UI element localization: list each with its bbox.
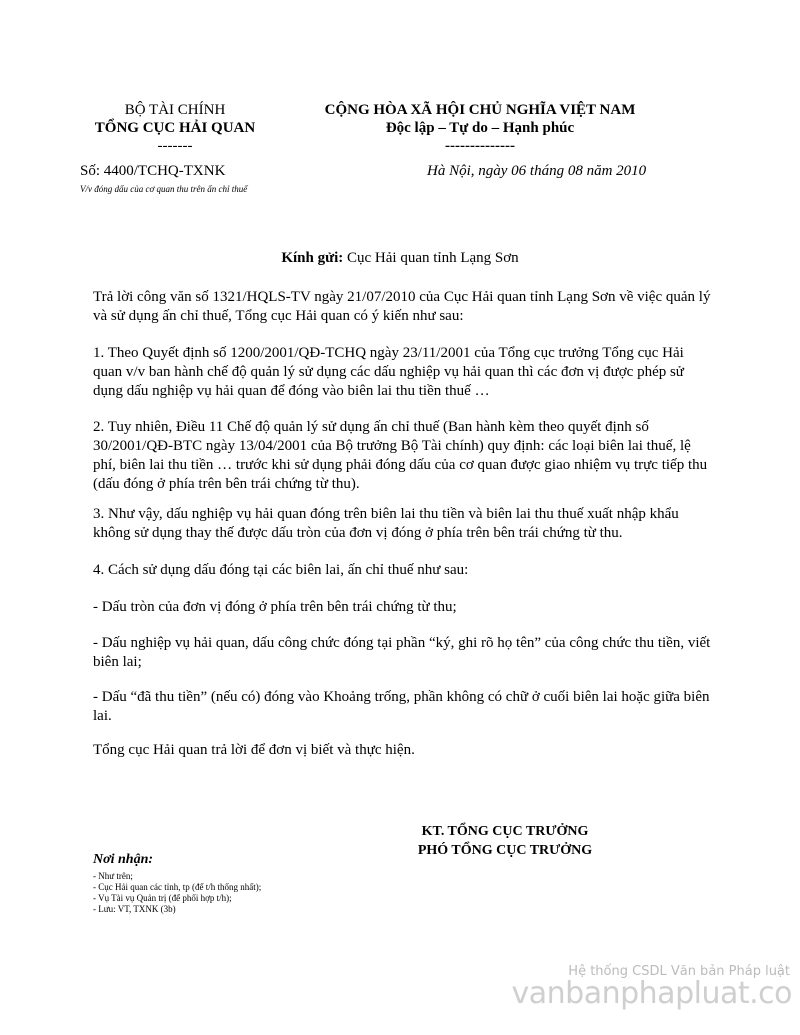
- bullet-1: [93, 598, 713, 617]
- paragraph-text: Tổng cục Hải quan trả lời để đơn vị biết và thực hiện.: [93, 742, 415, 758]
- document-subject: V/v đóng dấu của cơ quan thu trên ấn chỉ thuế: [80, 184, 248, 194]
- recipient-item: - Lưu: VT, TXNK (3b): [93, 904, 176, 914]
- right-divider: --------------: [445, 138, 515, 154]
- recipient-label: Kính gửi:: [281, 250, 344, 266]
- signature-block: [380, 822, 630, 860]
- bullet-3: [93, 688, 713, 726]
- paragraph-text: - Dấu tròn của đơn vị đóng ở phía trên bên trái chứng từ thu;: [93, 599, 457, 615]
- ministry-name: BỘ TÀI CHÍNH: [124, 102, 226, 118]
- paragraph-2: [93, 418, 713, 494]
- department-name: TỔNG CỤC HẢI QUAN: [94, 120, 256, 136]
- country-name: CỘNG HÒA XÃ HỘI CHỦ NGHĨA VIỆT NAM: [324, 102, 636, 118]
- recipient-name: Cục Hải quan tỉnh Lạng Sơn: [347, 250, 519, 266]
- recipient-item: - Như trên;: [93, 871, 133, 881]
- paragraph-text: - Dấu “đã thu tiền” (nếu có) đóng vào Khoảng trống, phần không có chữ ở cuối biên lai hoặc giữa biên lai.: [93, 689, 710, 724]
- recipient-item: - Vụ Tài vụ Quản trị (để phối hợp t/h);: [93, 893, 232, 903]
- national-motto: Độc lập – Tự do – Hạnh phúc: [385, 120, 575, 136]
- paragraph-text: 2. Tuy nhiên, Điều 11 Chế độ quản lý sử dụng ấn chỉ thuế (Ban hành kèm theo quyết định số 30/2001/QĐ-BTC ngày 13/04/2001 của Bộ trưởng Bộ Tài chính) quy định: các loại biên lai thuế, lệ phí, biên lai thu tiền … trước khi sử dụng phải đóng dấu của cơ quan được giao nhiệm vụ trực tiếp thu (dấu đóng ở phía trên bên trái chứng từ thu).: [93, 419, 708, 492]
- paragraph-text: 1. Theo Quyết định số 1200/2001/QĐ-TCHQ ngày 23/11/2001 của Tổng cục trưởng Tổng cục Hải quan v/v ban hành chế độ quản lý sử dụng các dấu nghiệp vụ hải quan thì các đơn vị được phép sử dụng dấu nghiệp vụ hải quan để đóng vào biên lai thu tiền thuế …: [93, 345, 684, 399]
- national-title-block: [305, 101, 655, 155]
- paragraph-3: [93, 505, 713, 543]
- signature-title: KT. TỔNG CỤC TRƯỞNG: [421, 824, 589, 839]
- paragraph-4: [93, 561, 713, 580]
- document-number: Số: 4400/TCHQ-TXNK: [80, 163, 226, 179]
- paragraph-intro: [93, 288, 713, 326]
- watermark-site: vanbanphapluat.co: [511, 976, 792, 1011]
- recipient-item: - Cục Hải quan các tỉnh, tp (để t/h thống nhất);: [93, 882, 262, 892]
- recipients-list: [93, 871, 261, 915]
- paragraph-text: Trả lời công văn số 1321/HQLS-TV ngày 21/07/2010 của Cục Hải quan tỉnh Lạng Sơn về việc quản lý và sử dụng ấn chỉ thuế, Tổng cục Hải quan có ý kiến như sau:: [93, 289, 711, 324]
- recipients-label: Nơi nhận:: [93, 852, 154, 867]
- paragraph-text: 4. Cách sử dụng dấu đóng tại các biên lai, ấn chỉ thuế như sau:: [93, 562, 469, 578]
- place-date: Hà Nội, ngày 06 tháng 08 năm 2010: [427, 163, 647, 179]
- signature-subtitle: PHÓ TỔNG CỤC TRƯỞNG: [417, 843, 593, 858]
- watermark-caption: Hệ thống CSDL Văn bản Pháp luật: [568, 964, 790, 979]
- issuing-agency-block: [80, 101, 270, 155]
- closing-paragraph: [93, 741, 713, 760]
- left-divider: -------: [157, 138, 193, 154]
- paragraph-1: [93, 344, 713, 401]
- recipient-line: [0, 250, 800, 267]
- paragraph-text: 3. Như vậy, dấu nghiệp vụ hải quan đóng trên biên lai thu tiền và biên lai thu thuế xuất nhập khẩu không sử dụng thay thế được dấu tròn của đơn vị đóng ở phía trên bên trái chứng từ thu.: [93, 506, 679, 541]
- bullet-2: [93, 634, 713, 672]
- paragraph-text: - Dấu nghiệp vụ hải quan, dấu công chức đóng tại phần “ký, ghi rõ họ tên” của công chức thu tiền, viết biên lai;: [93, 635, 711, 670]
